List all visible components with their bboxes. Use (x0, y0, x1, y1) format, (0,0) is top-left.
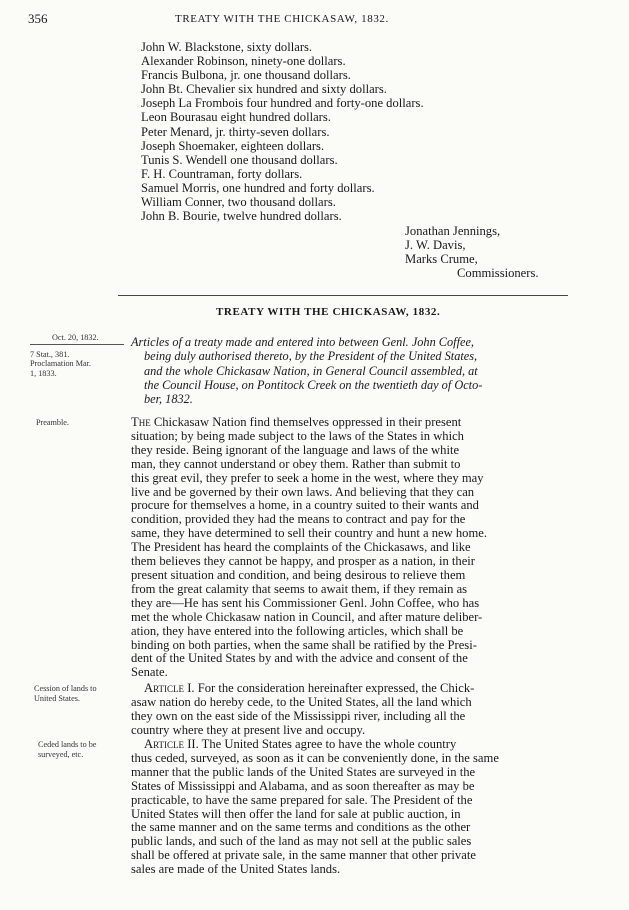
article-2-line: the same manner and on the same terms and conditions as the other (131, 820, 471, 835)
preamble-line: present situation and condition, and being desirous to relieve them (131, 567, 466, 582)
article-2-line: shall be offered at private sale, in the same manner that other private (131, 848, 476, 863)
running-title: TREATY WITH THE CHICKASAW, 1832. (175, 13, 389, 25)
payee-line: Samuel Morris, one hundred and forty dollars. (141, 180, 375, 195)
section-title: TREATY WITH THE CHICKASAW, 1832. (216, 306, 441, 318)
margin-cession-line: United States. (34, 693, 80, 703)
payee-line: Leon Bourasau eight hundred dollars. (141, 110, 331, 125)
margin-ceded-line: Ceded lands to be (38, 740, 97, 749)
payee-line: Alexander Robinson, ninety-one dollars. (141, 54, 346, 69)
preamble-line: procure for themselves a home, in a country suited to their wants and (131, 498, 479, 513)
margin-cession-line: Cession of lands to (34, 684, 97, 693)
intro-line: being duly authorised thereto, by the President of the United States, (144, 349, 478, 364)
article-2-line: manner that the public lands of the United States are surveyed in the (131, 764, 476, 779)
preamble-line: man, they cannot understand or obey them. Rather than submit to (131, 456, 461, 471)
preamble-line: this great evil, they prefer to seek a home in the west, where they may (131, 470, 484, 485)
preamble-line: The President has heard the complaints of the Chickasaws, and like (131, 540, 471, 555)
intro-line: and the whole Chickasaw Nation, in General Council assembled, at (144, 363, 478, 378)
article-1-first-line: For the consideration hereinafter expressed, the Chick- (194, 681, 475, 695)
intro-line: the Council House, on Pontitock Creek on the twentieth day of Octo- (144, 377, 483, 392)
margin-proclamation-date: 1, 1833. (30, 368, 57, 378)
margin-proclamation: Proclamation Mar. (30, 359, 91, 368)
payee-line: John B. Bourie, twelve hundred dollars. (141, 209, 342, 224)
article-1-label: Article I. (144, 681, 195, 695)
margin-cession (34, 684, 97, 703)
signature-jennings: Jonathan Jennings, (405, 224, 501, 238)
preamble-line: met the whole Chickasaw nation in Council, and after mature deliber- (131, 609, 483, 624)
preamble-line: them believes they cannot be happy, and prosper as a nation, in their (131, 554, 476, 569)
intro-line: ber, 1832. (144, 392, 193, 407)
payee-line: Joseph Shoemaker, eighteen dollars. (141, 138, 325, 153)
payee-line: Peter Menard, jr. thirty-seven dollars. (141, 124, 330, 139)
article-2-line: sales are made of the United States lands. (131, 862, 341, 877)
article-2-line: thus ceded, surveyed, as soon as it can be conveniently done, in the same (131, 750, 499, 765)
article-1-line: asaw nation do hereby cede, to the United States, all the land which (131, 694, 472, 709)
preamble-line: situation; by being made subject to the laws of the States in which (131, 428, 464, 443)
page-number: 356 (28, 11, 48, 26)
article-2-line: United States will then offer the land for sale at public auction, in (131, 806, 461, 821)
preamble-line: from the great calamity that seems to await them, if they remain as (131, 581, 468, 596)
preamble-line: Senate. (131, 665, 168, 680)
article-1 (131, 682, 474, 738)
article-2 (131, 738, 499, 877)
payee-line: F. H. Countraman, forty dollars. (141, 166, 303, 181)
margin-ceded-line: surveyed, etc. (38, 749, 84, 759)
payee-line: Joseph La Frombois four hundred and forty-one dollars. (141, 96, 424, 111)
payee-line: Tunis S. Wendell one thousand dollars. (141, 152, 338, 167)
preamble-line: ation, they have entered into the following articles, which shall be (131, 623, 464, 638)
article-1-line: country where they at present live and occupy. (131, 722, 366, 737)
margin-stat: 7 Stat., 381. (30, 349, 70, 359)
margin-preamble: Preamble. (36, 418, 69, 427)
payee-line: John Bt. Chevalier six hundred and sixty dollars. (141, 82, 387, 97)
article-2-label: Article II. (144, 737, 199, 751)
preamble-line: they are—He has sent his Commissioner Genl. John Coffee, who has (131, 595, 480, 610)
preamble-line: dent of the United States by and with the advice and consent of the (131, 651, 468, 666)
preamble-first-line: Chickasaw Nation find themselves oppressed in their present (150, 415, 462, 429)
article-2-line: States of Mississippi and Alabama, and as soon thereafter as may be (131, 778, 475, 793)
signature-crume: Marks Crume, (405, 252, 478, 266)
margin-date: Oct. 20, 1832. (30, 333, 124, 345)
article-2-line: public lands, and such of the land as may not sell at the public sales (131, 834, 472, 849)
preamble-line: binding on both parties, when the same shall be ratified by the Presi- (131, 637, 477, 652)
preamble-line: condition, provided they had the means to contract and pay for the (131, 512, 466, 527)
payee-line: Francis Bulbona, jr. one thousand dollars. (141, 68, 351, 83)
article-1-line: they own on the east side of the Mississippi river, including all the (131, 708, 466, 723)
section-divider (118, 295, 568, 296)
payee-line: William Conner, two thousand dollars. (141, 195, 336, 210)
margin-date-block (30, 333, 124, 378)
preamble-lead: The (131, 415, 151, 429)
preamble-paragraph (131, 416, 487, 680)
treaty-intro (131, 335, 482, 406)
margin-ceded (38, 740, 96, 759)
article-2-line: practicable, to have the same prepared for sale. The President of the (131, 792, 473, 807)
preamble-line: live and be governed by their own laws. And believing that they can (131, 484, 475, 499)
intro-line: Articles of a treaty made and entered into between Genl. John Coffee, (131, 335, 474, 349)
payee-list (141, 40, 424, 223)
payee-line: John W. Blackstone, sixty dollars. (141, 40, 313, 54)
article-2-first-line: The United States agree to have the whole country (198, 737, 457, 751)
signature-role: Commissioners. (457, 266, 539, 280)
preamble-line: they reside. Being ignorant of the language and laws of the white (131, 442, 460, 457)
preamble-line: same, they have determined to sell their country and hunt a new home. (131, 526, 488, 541)
signature-davis: J. W. Davis, (405, 238, 466, 252)
